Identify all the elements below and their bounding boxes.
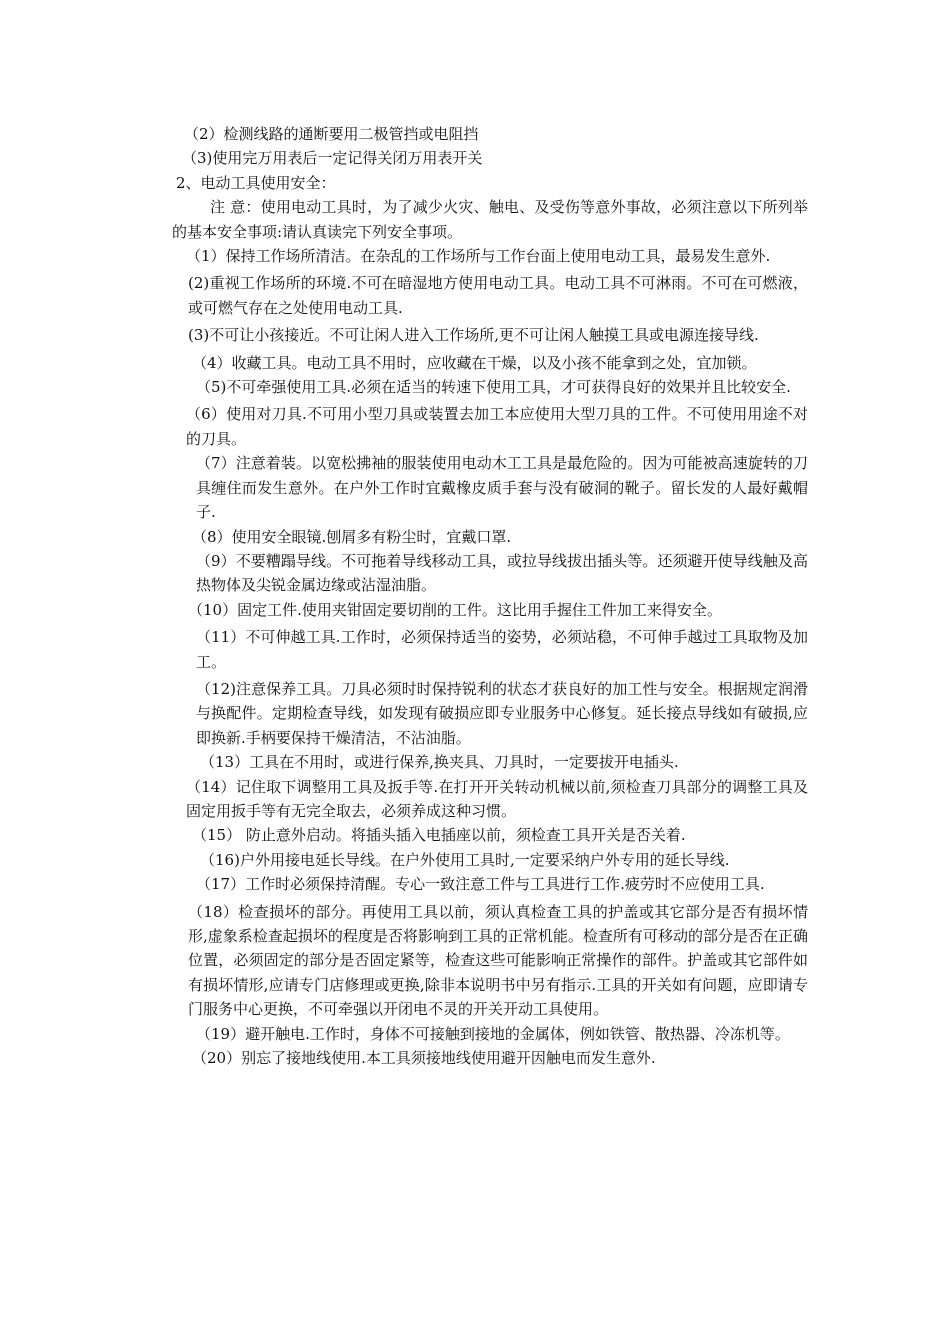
paragraph-rule-1: （1）保持工作场所清洁。在杂乱的工作场所与工作台面上使用电动工具，最易发生意外.: [186, 247, 771, 266]
paragraph-rule-7: （7）注意着装。以宽松拂袖的服装使用电动木工工具是最危险的。因为可能被高速旋转的刀具缠住而发生意外。在户外工作时宜戴橡皮质手套与没有破洞的靴子。留长发的人最好戴帽子.: [196, 454, 808, 522]
paragraph-rule-9: （9）不要糟蹋导线。不可拖着导线移动工具，或拉导线拔出插头等。还须避开使导线触及高热物体及尖锐金属边缘或沾湿油脂。: [196, 551, 808, 595]
paragraph-rule-10: （10）固定工件.使用夹钳固定要切削的工件。这比用手握住工件加工来得安全。: [188, 600, 722, 619]
paragraph-rule-20: （20）别忘了接地线使用.本工具须接地线使用避开因触电而发生意外.: [192, 1049, 656, 1068]
paragraph-rule-4: （4）收藏工具。电动工具不用时，应收藏在干燥，以及小孩不能拿到之处，宜加锁。: [192, 353, 757, 372]
paragraph-rule-15: （15） 防止意外启动。将插头插入电插座以前，须检查工具开关是否关着.: [192, 826, 686, 845]
paragraph-rule-8: （8）使用安全眼镜.刨屑多有粉尘时，宜戴口罩.: [192, 527, 512, 546]
paragraph-rule-6: （6）使用对刀具.不可用小型刀具或装置去加工本应使用大型刀具的工件。不可使用用途不对的刀具。: [186, 405, 808, 448]
section-heading-power-tools: 2、电动工具使用安全：: [176, 173, 336, 192]
paragraph-rule-2: (2)重视工作场所的环境.不可在暗湿地方使用电动工具。电动工具不可淋雨。不可在可燃液，或可燃气存在之处使用电动工具.: [188, 274, 808, 317]
paragraph-rule-3: (3)不可让小孩接近。不可让闲人进入工作场所,更不可让闲人触摸工具或电源连接导线.: [188, 326, 759, 345]
paragraph-rule-11: （11）不可伸越工具.工作时，必须保持适当的姿势，必须站稳，不可伸手越过工具取物及加工。: [196, 628, 808, 671]
paragraph-rule-12: （12)注意保养工具。刀具必须时时保持锐利的状态才获良好的加工性与安全。根据规定润滑与换配件。定期检查导线，如发现有破损应即专业服务中心修复。延长接点导线如有破损,应即换新.手柄要保持干燥清洁，不沾油脂。: [196, 679, 808, 747]
document-body: [172, 122, 808, 1070]
paragraph-multimeter-3: （3)使用完万用表后一定记得关闭万用表开关: [182, 149, 483, 168]
paragraph-rule-18: （18）检查损坏的部分。再使用工具以前，须认真检查工具的护盖或其它部分是否有损坏情形,虚象系检查起损坏的程度是否将影响到工具的正常机能。检查所有可移动的部分是否在正确位置，必须固定的部分是否固定紧等，检查这些可能影响正常操作的部件。护盖或其它部件如有损坏情形,应请专门店修理或更换,除非本说明书中另有指示.工具的开关如有问题，应即请专门服务中心更换，不可牵强以开闭电不灵的开关开动工具使用。: [188, 902, 808, 1019]
paragraph-multimeter-2: （2）检测线路的通断要用二极管挡或电阻挡: [184, 125, 479, 143]
paragraph-rule-19: （19）避开触电.工作时，身体不可接触到接地的金属体，例如铁管、散热器、冷冻机等。: [196, 1024, 790, 1043]
paragraph-rule-5: （5)不可牵强使用工具.必须在适当的转速下使用工具，才可获得良好的效果并且比较安全.: [196, 378, 791, 397]
paragraph-rule-17: （17）工作时必须保持清醒。专心一致注意工件与工具进行工作.疲劳时不应使用工具.: [196, 875, 765, 894]
paragraph-rule-16: （16)户外用接电延长导线。在户外使用工具时,一定要采纳户外专用的延长导线.: [200, 850, 730, 869]
paragraph-notice: 注 意：使用电动工具时，为了减少火灾、触电、及受伤等意外事故，必须注意以下所列举的基本安全事项:请认真读完下列安全事项。: [172, 198, 808, 241]
paragraph-rule-13: （13）工具在不用时，或进行保养,换夹具、刀具时，一定要拔开电插头.: [200, 753, 679, 772]
paragraph-rule-14: （14）记住取下调整用工具及扳手等.在打开开关转动机械以前,须检查刀具部分的调整工具及固定用扳手等有无完全取去，必须养成这种习惯。: [186, 777, 808, 820]
